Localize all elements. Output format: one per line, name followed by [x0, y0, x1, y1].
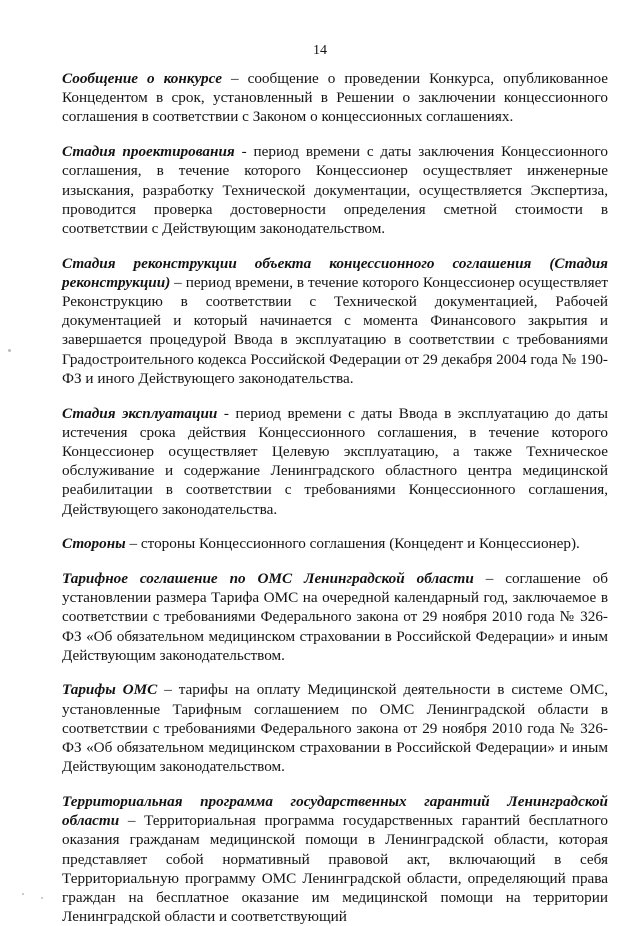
definition-text: – соглашение об установлении размера Тарифа ОМС на очередной календарный год, заключаемое в соответствии с требованиями Федерального закона от 29 ноября 2010 года № 326-ФЗ «Об обязательном медицинском страховании в Российской Федерации» и иным Действующим законодательством.	[62, 569, 608, 664]
definitions-list	[62, 69, 608, 926]
definition-term: Стороны	[62, 535, 126, 553]
definition-term: Стадия проектирования	[62, 143, 235, 161]
definition-text: – Территориальная программа государственных гарантий бесплатного оказания гражданам медицинской помощи в Ленинградской области, которая представляет собой нормативный правовой акт, включающий в себя Территориальную программу ОМС Ленинградской области, определяющий права граждан на бесплатное оказание им медицинской помощи на территории Ленинградской области и соответствующий	[62, 812, 608, 926]
definition-paragraph	[62, 680, 608, 776]
page-number: 14	[313, 43, 327, 58]
definition-paragraph	[62, 534, 608, 553]
definition-term: Стадия эксплуатации	[62, 404, 218, 422]
definition-text: – период времени, в течение которого Концессионер осуществляет Реконструкцию в соответствии с Технической документацией, Рабочей документацией и который начинается с момента Финансового закрытия и завершается процедурой Ввода в эксплуатацию в соответствии с требованиями Градостроительного кодекса Российской Федерации от 29 декабря 2004 года № 190-ФЗ и иного Действующего законодательства.	[62, 273, 608, 387]
definition-text: – тарифы на оплату Медицинской деятельности в системе ОМС, установленные Тарифным соглашением по ОМС Ленинградской области в соответствии с требованиями Федерального закона от 29 ноября 2010 года № 326-ФЗ «Об обязательном медицинском страховании в Российской Федерации» и иным Действующим законодательством.	[62, 681, 608, 776]
definition-term: Тарифное соглашение по ОМС Ленинградской области	[62, 569, 474, 587]
definition-paragraph	[62, 569, 608, 665]
definition-text: - период времени с даты Ввода в эксплуатацию до даты истечения срока действия Концессионного соглашения, в течение которого Концессионер осуществляет Целевую эксплуатацию, а также Техническое обслуживание и содержание Ленинградского областного центра медицинской реабилитации в соответствии с требованиями Концессионного соглашения, Действующего законодательства.	[62, 404, 609, 518]
definition-paragraph	[62, 254, 608, 388]
definition-paragraph	[62, 404, 608, 519]
definition-text: - период времени с даты заключения Концессионного соглашения, в течение которого Концессионер осуществляет инженерные изыскания, разработку Технической документации, осуществляется Экспертиза, проводится проверка достоверности определения сметной стоимости в соответствии с Действующим законодательством.	[62, 143, 608, 237]
definition-term: Тарифы ОМС	[62, 681, 158, 699]
definition-paragraph	[62, 792, 608, 926]
scan-speck	[22, 893, 24, 895]
scan-speck	[8, 349, 11, 352]
scan-speck	[41, 897, 43, 899]
definition-paragraph	[62, 142, 608, 238]
definition-term: Стадия реконструкции объекта концессионного соглашения (Стадия реконструкции)	[62, 254, 608, 291]
definition-text: – сообщение о проведении Конкурса, опубликованное Концедентом в срок, установленный в Решении о заключении концессионного соглашения в соответствии с Законом о концессионных соглашениях.	[62, 70, 608, 126]
definition-paragraph	[62, 69, 608, 127]
definition-term: Сообщение о конкурсе	[62, 70, 222, 87]
definition-term: Территориальная программа государственных гарантий Ленинградской области	[62, 793, 608, 830]
definition-text: – стороны Концессионного соглашения (Концедент и Концессионер).	[125, 535, 580, 553]
